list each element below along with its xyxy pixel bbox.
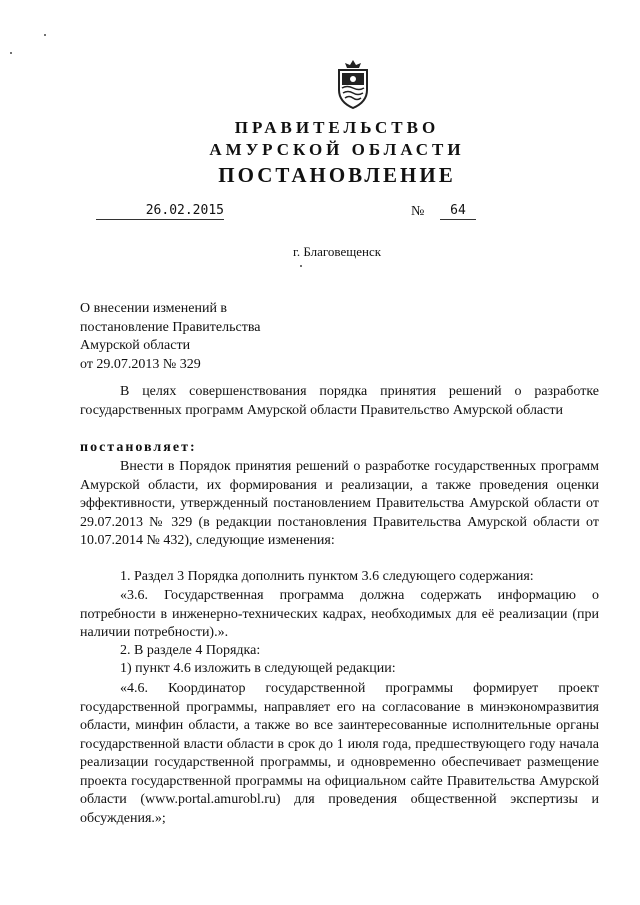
item-2-1-text: «4.6. Координатор государственной программы формирует проект государственной программы, направляет его на согласование в минэкономразвития области, минфин области, а также во все заинтересованные исполнительные органы государственной власти области в срок до 1 июля года, предшествующего году начала реализации государственной программы, и одновременно обеспечивает размещение проекта государственной программы на официальном сайте Правительства Амурской области (www.portal.amurobl.ru) для проведения общественной экспертизы и обсуждения.»; bbox=[80, 681, 599, 826]
item-2-1: 1) пункт 4.6 изложить в следующей редакции: bbox=[120, 661, 396, 676]
item-2: 2. В разделе 4 Порядка: bbox=[120, 643, 261, 658]
subject-line: от 29.07.2013 № 329 bbox=[80, 356, 201, 372]
org-name-line2: АМУРСКОЙ ОБЛАСТИ bbox=[209, 140, 465, 159]
subject-line: Амурской области bbox=[80, 338, 191, 353]
subject-line: О внесении изменений в bbox=[80, 301, 228, 316]
city: г. Благовещенск bbox=[292, 244, 382, 259]
resolves-keyword: постановляет: bbox=[80, 440, 197, 455]
main-paragraph: Внести в Порядок принятия решений о разработке государственных программ Амурской области, их формирования и реализации, а также проведения оценки эффективности, утвержденный постановлением Правительства Амурской области от 29.07.2013 № 329 (в редакции постановления Правительства Амурской области от 10.07.2014 № 432), следующие изменения: bbox=[80, 459, 599, 548]
org-name-line1: ПРАВИТЕЛЬСТВО bbox=[234, 118, 440, 137]
subject-line: постановление Правительства bbox=[80, 319, 261, 335]
document-number: 64 bbox=[440, 203, 476, 220]
scan-speck bbox=[300, 265, 302, 267]
document-date: 26.02.2015 bbox=[96, 203, 224, 220]
scan-speck bbox=[10, 52, 12, 54]
item-1: 1. Раздел 3 Порядка дополнить пунктом 3.6 следующего содержания: bbox=[120, 569, 534, 584]
item-1-text: «3.6. Государственная программа должна содержать информацию о потребности в инженерно-технических кадрах, необходимых для её реализации (при наличии потребности).». bbox=[80, 588, 599, 640]
document-type: ПОСТАНОВЛЕНИЕ bbox=[218, 163, 456, 187]
number-sign: № bbox=[411, 204, 425, 219]
document-subject bbox=[80, 300, 260, 374]
preamble: В целях совершенствования порядка принятия решений о разработке государственных программ Амурской области Правительство Амурской области bbox=[80, 384, 599, 418]
scan-speck bbox=[44, 34, 46, 36]
coat-of-arms-emblem bbox=[333, 58, 373, 110]
